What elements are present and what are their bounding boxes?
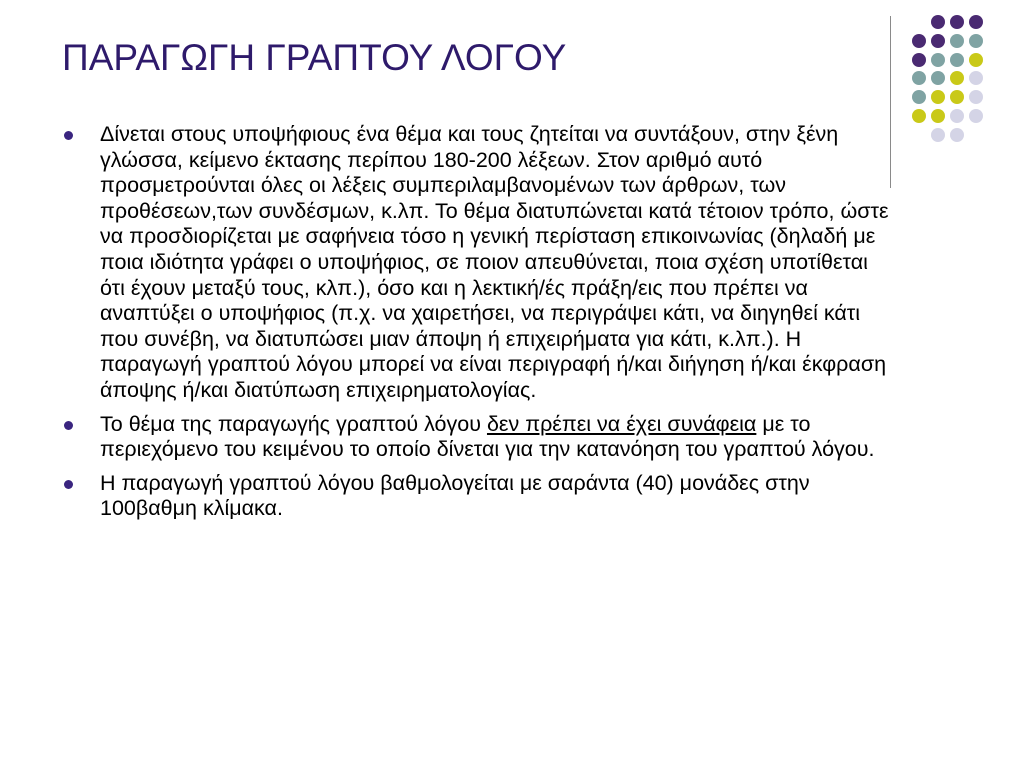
- bullet-dot-icon: [64, 131, 73, 140]
- decorative-dot: [931, 71, 945, 85]
- bullet-text: Δίνεται στους υποψήφιους ένα θέμα και τους ζητείται να συντάξουν, στην ξένη γλώσσα, κείμενο έκτασης περίπου 180-200 λέξεων. Στον αριθμό αυτό προσμετρούνται όλες οι λέξεις συμπεριλαμβανομένων των άρθρων, των προθέσεων,των συνδέσμων, κ.λπ. Το θέμα διατυπώνεται κατά τέτοιον τρόπο, ώστε να προσδιορίζεται με σαφήνεια τόσο η γενική περίσταση επικοινωνίας (δηλαδή με ποια ιδιότητα γράφει ο υποψήφιος, σε ποιον απευθύνεται, ποια σχέση υποτίθεται ότι έχουν μεταξύ τους, κλπ.), όσο και η λεκτική/ές πράξη/εις που πρέπει να αναπτύξει ο υποψήφιος (π.χ. να χαιρετήσει, να περιγράψει κάτι, να διηγηθεί κάτι που συνέβη, να διατυπώσει μιαν άποψη ή επιχειρήματα για κάτι, κ.λπ.). Η παραγωγή γραπτού λόγου μπορεί να είναι περιγραφή ή/και διήγηση ή/και έκφραση άποψης ή/και διατύπωση επιχειρηματολογίας.: [100, 122, 889, 402]
- bullet-item-topic-relevance: [62, 412, 892, 463]
- decorative-dot: [969, 53, 983, 67]
- decorative-dot: [912, 71, 926, 85]
- bullet-dot-icon: [64, 480, 73, 489]
- decorative-dot: [931, 34, 945, 48]
- decorative-dot: [969, 90, 983, 104]
- decorative-dot: [912, 109, 926, 123]
- decorative-dot: [912, 53, 926, 67]
- decorative-dot: [950, 15, 964, 29]
- decorative-dot: [931, 15, 945, 29]
- decorative-dot: [931, 109, 945, 123]
- decorative-dot: [912, 34, 926, 48]
- bullet-text-underlined: δεν πρέπει να έχει συνάφεια: [486, 411, 757, 436]
- decorative-dot: [969, 109, 983, 123]
- decorative-dot: [931, 128, 945, 142]
- decorative-dot: [950, 128, 964, 142]
- decorative-dot: [931, 53, 945, 67]
- bullet-text-after: με το περιεχόμενο του κειμένου το οποίο δίνεται για την κατανόηση του γραπτού λόγου.: [100, 411, 875, 462]
- slide-title: ΠΑΡΑΓΩΓΗ ΓΡΑΠΤΟΥ ΛΟΓΟΥ: [62, 37, 567, 78]
- decorative-dot: [912, 90, 926, 104]
- bullet-text-before: Το θέμα της παραγωγής γραπτού λόγου: [100, 411, 487, 436]
- decorative-dot: [969, 15, 983, 29]
- decorative-dot: [931, 90, 945, 104]
- decorative-dot: [950, 34, 964, 48]
- bullet-dot-icon: [64, 421, 73, 430]
- bullet-item-task-description: [62, 122, 892, 404]
- decorative-dot: [969, 71, 983, 85]
- decorative-dot: [950, 90, 964, 104]
- decorative-dot: [950, 53, 964, 67]
- bullet-list: [62, 122, 892, 530]
- decorative-dot: [969, 34, 983, 48]
- bullet-text: Η παραγωγή γραπτού λόγου βαθμολογείται με σαράντα (40) μονάδες στην 100βαθμη κλίμακα.: [100, 470, 810, 521]
- decorative-dot: [950, 71, 964, 85]
- bullet-item-scoring: [62, 471, 892, 522]
- decorative-dot: [950, 109, 964, 123]
